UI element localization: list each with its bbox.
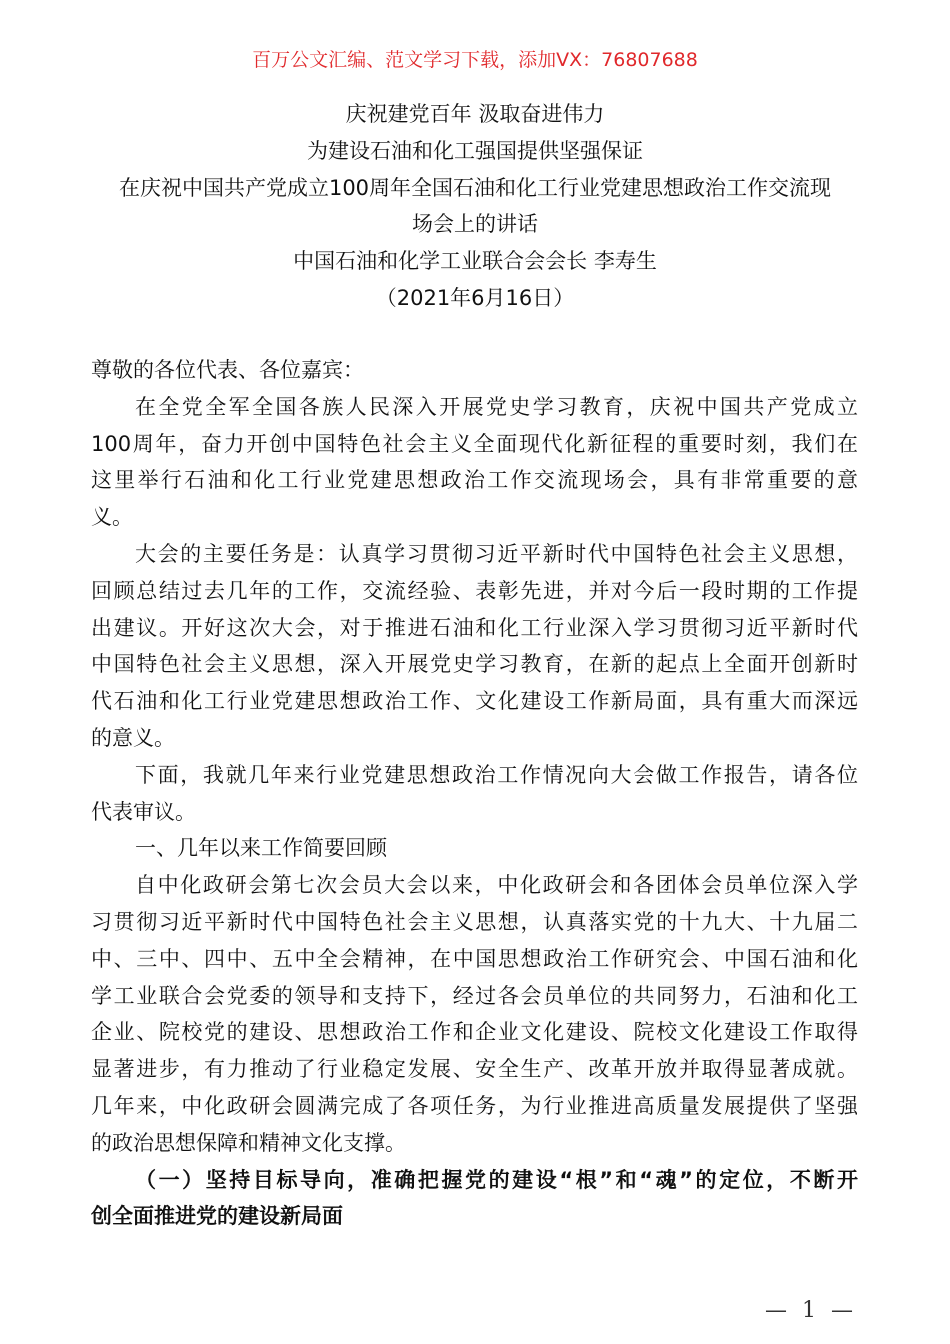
text-line: 的政治思想保障和精神文化支撑。 [91, 1130, 406, 1155]
text-line: 下面，我就几年来行业党建思想政治工作情况向大会做工作报告，请各位 [135, 762, 858, 787]
text-line: 代表审议。 [91, 799, 196, 824]
occasion-line-cont: 场会上的讲话 [412, 212, 538, 237]
text-line: 大会的主要任务是：认真学习贯彻习近平新时代中国特色社会主义思想， [135, 541, 858, 566]
date: （2021年6月16日） [375, 285, 575, 310]
text-line: 回顾总结过去几年的工作，交流经验、表彰先进，并对今后一段时期的工作提 [91, 578, 858, 603]
occasion-line: 在庆祝中国共产党成立100周年全国石油和化工行业党建思想政治工作交流现 [118, 175, 832, 200]
text-line: 这里举行石油和化工行业党建思想政治工作交流现场会，具有非常重要的意 [91, 468, 858, 493]
text-line: 代石油和化工行业党建思想政治工作、文化建设工作新局面，具有重大而深远 [91, 689, 858, 714]
subtitle: 为建设石油和化工强国提供坚强保证 [307, 138, 643, 163]
subsection-heading: （一）坚持目标导向，准确把握党的建设“根”和“魂”的定位，不断开 [135, 1167, 858, 1192]
section-heading: 一、几年以来工作简要回顾 [135, 836, 387, 861]
text-line: 显著进步，有力推动了行业稳定发展、安全生产、改革开放并取得显著成就。 [91, 1057, 858, 1082]
title-block [0, 96, 950, 317]
text-line: 几年来，中化政研会圆满完成了各项任务，为行业推进高质量发展提供了坚强 [91, 1093, 858, 1118]
text-line: 的意义。 [91, 725, 175, 750]
text-line: 在全党全军全国各族人民深入开展党史学习教育，庆祝中国共产党成立 [135, 394, 858, 419]
text-line: 企业、院校党的建设、思想政治工作和企业文化建设、院校文化建设工作取得 [91, 1020, 858, 1045]
text-line: 学工业联合会党委的领导和支持下，经过各会员单位的共同努力，石油和化工 [91, 983, 858, 1008]
text-line: 100周年，奋力开创中国特色社会主义全面现代化新征程的重要时刻，我们在 [91, 431, 858, 456]
subsection-heading-cont: 创全面推进党的建设新局面 [91, 1204, 343, 1229]
document-body [91, 352, 858, 1235]
text-line: 习贯彻习近平新时代中国特色社会主义思想，认真落实党的十九大、十九届二 [91, 909, 858, 934]
watermark-header: 百万公文汇编、范文学习下载，添加VX：76807688 [252, 49, 698, 71]
text-line: 自中化政研会第七次会员大会以来，中化政研会和各团体会员单位深入学 [135, 873, 858, 898]
page-number: — 1 — [765, 1298, 857, 1323]
speaker: 中国石油和化学工业联合会会长 李寿生 [293, 249, 657, 274]
main-title: 庆祝建党百年 汲取奋进伟力 [345, 102, 605, 126]
text-line: 义。 [91, 505, 133, 530]
text-line: 中国特色社会主义思想，深入开展党史学习教育，在新的起点上全面开创新时 [91, 652, 858, 677]
text-line: 出建议。开好这次大会，对于推进石油和化工行业深入学习贯彻习近平新时代 [91, 615, 858, 640]
text-line: 中、三中、四中、五中全会精神，在中国思想政治工作研究会、中国石油和化 [91, 946, 858, 971]
salutation: 尊敬的各位代表、各位嘉宾： [91, 358, 364, 382]
